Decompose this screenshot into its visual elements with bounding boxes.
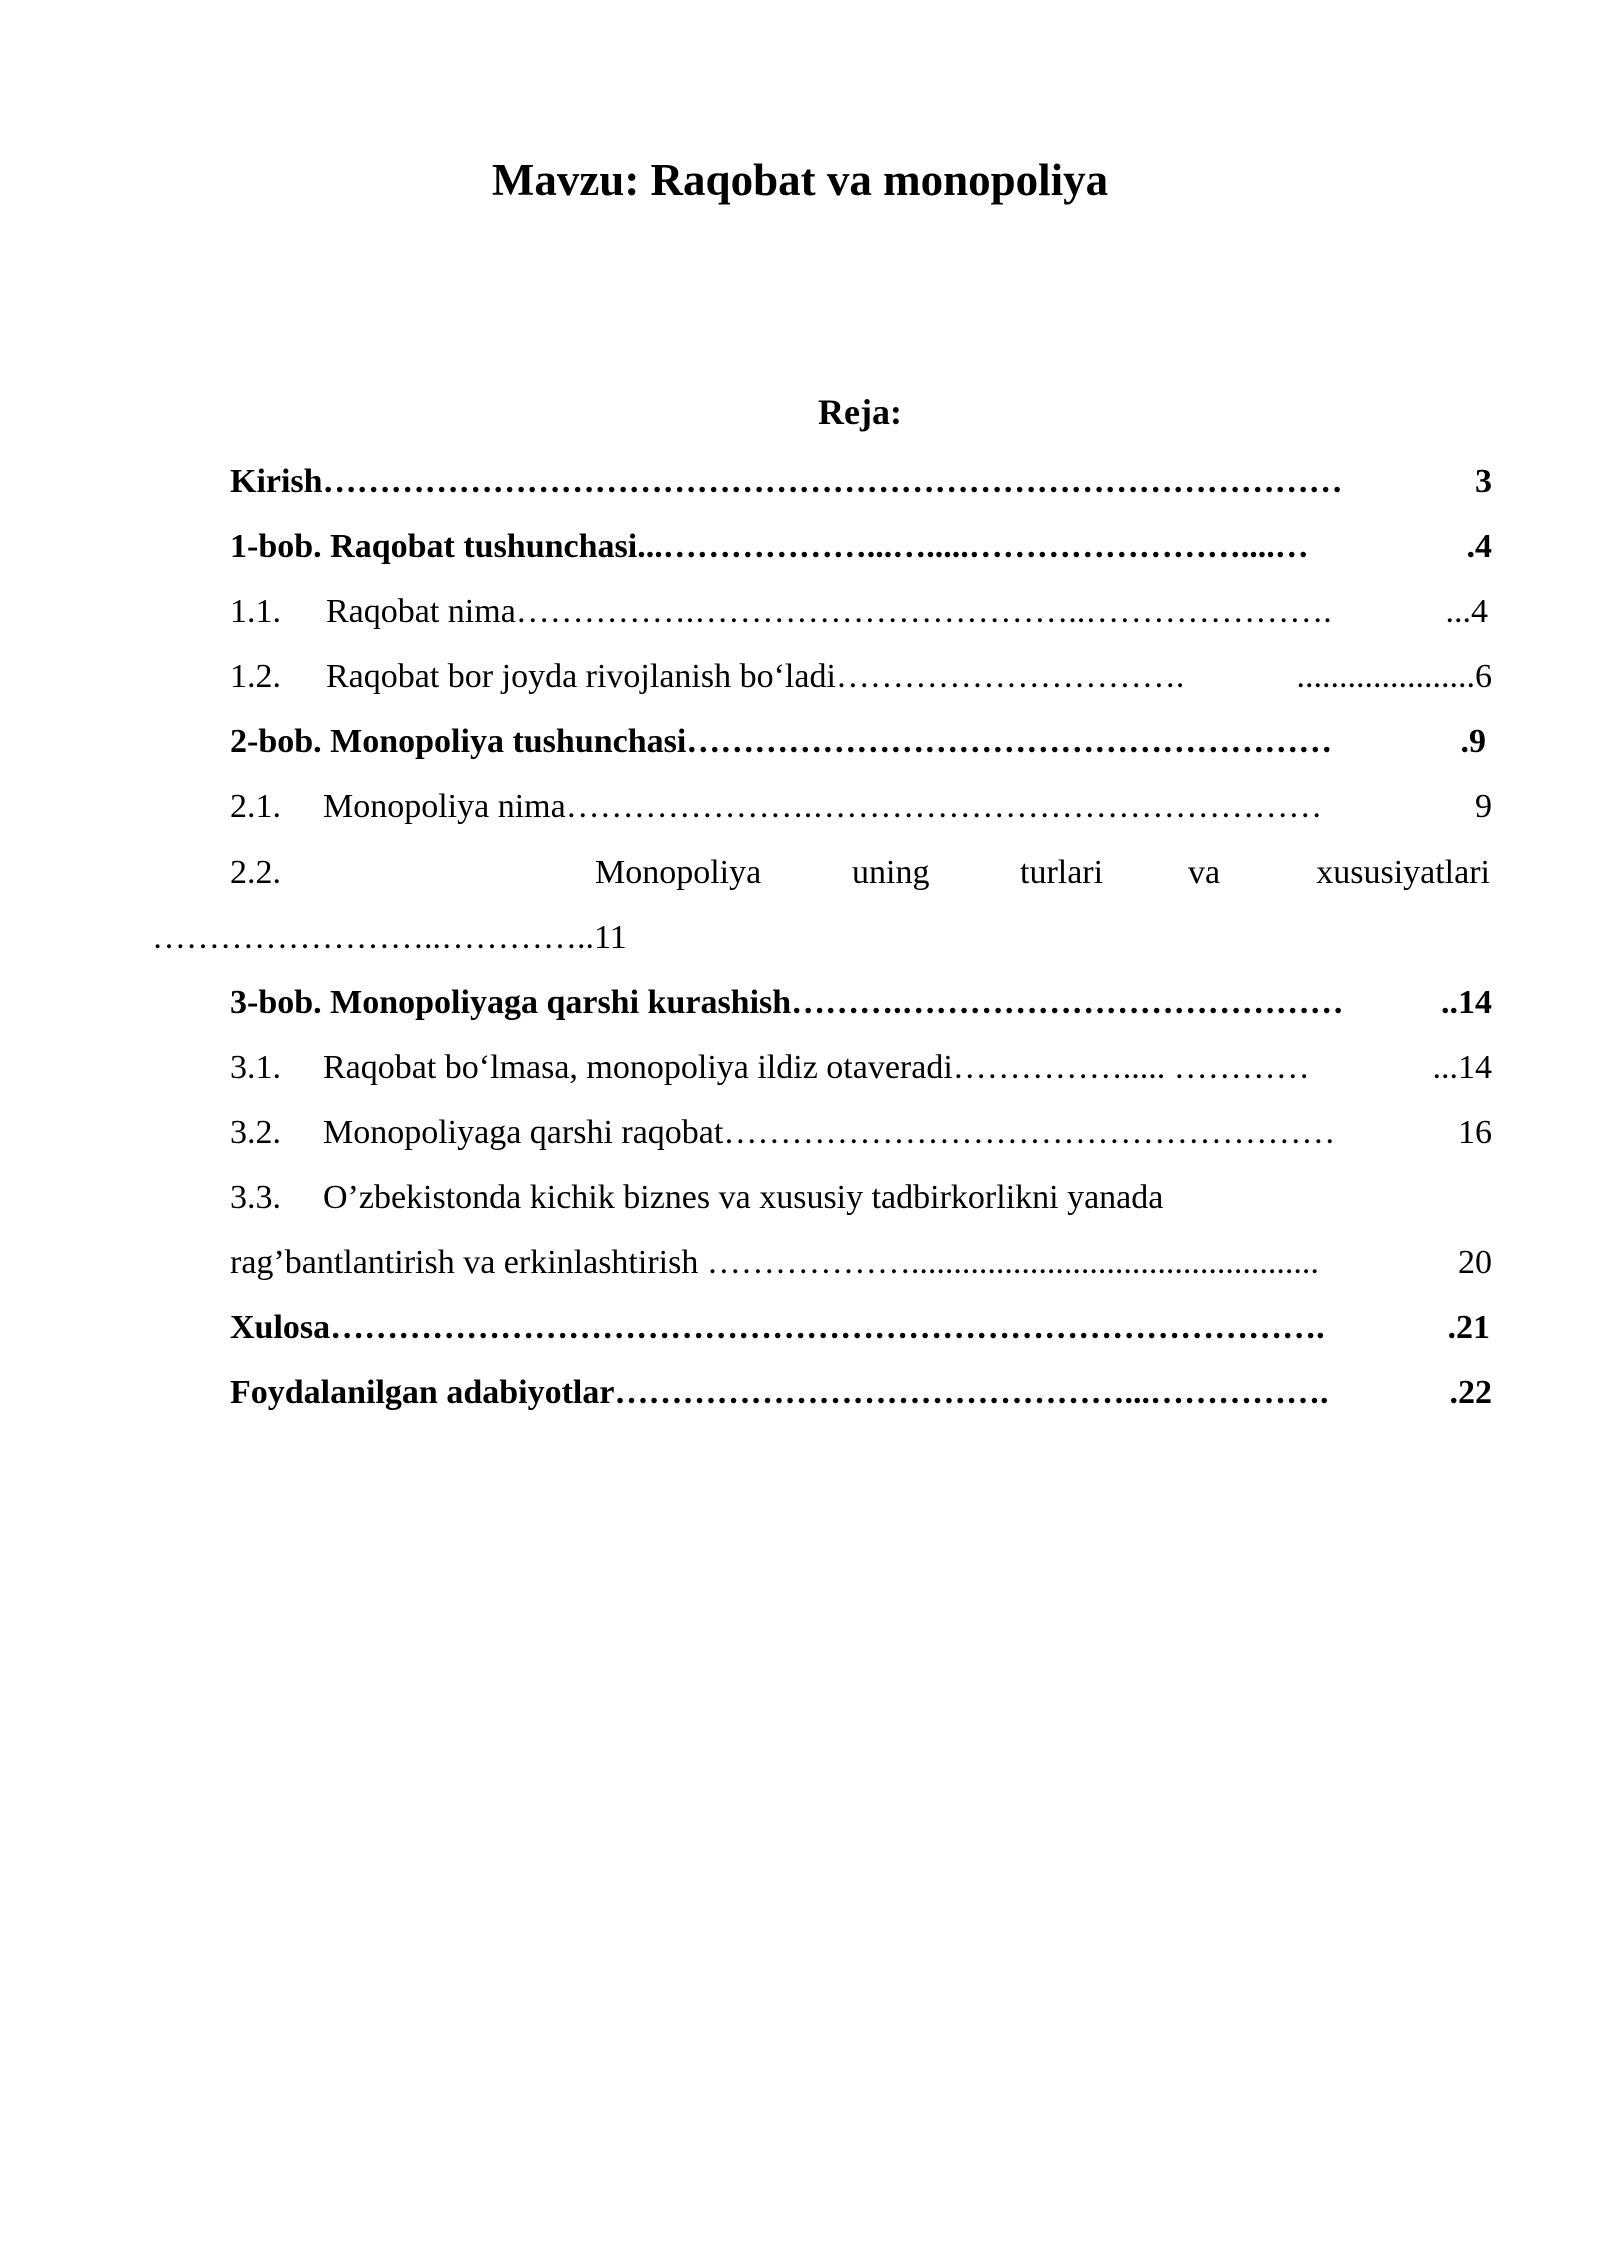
toc-entry-text: 1-bob. Raqobat tushunchasi...………………...….....……………………....… [230,528,1309,565]
toc-entry-word: turlari [1020,854,1104,891]
toc-entry-section-3-3[interactable] [230,1173,1163,1223]
toc-page-number: .9 [1459,717,1487,767]
toc-entry-section-1-1[interactable] [230,587,1488,637]
toc-entry-text: Monopoliyaga qarshi raqobat……………………………………………… [323,1114,1336,1151]
page-title: Mavzu: Raqobat va monopoliya [491,155,1109,205]
toc-page-number: .22 [1448,1368,1493,1418]
toc-page-number: ...14 [1431,1043,1493,1093]
toc-entry-chapter-1[interactable] [230,522,1492,572]
toc-section-number: 3.3. [230,1179,281,1216]
toc-leader-dots: ……………………..………….. [152,919,594,956]
toc-entry-word: Monopoliya [595,854,762,891]
toc-entry-text: Raqobat nima…………….……………………………..…………………. [326,593,1332,630]
toc-entry-text: Raqobat bo‘lmasa, monopoliya ildiz otaveradi……………..... ………… [323,1049,1310,1086]
toc-page-number: .4 [1465,522,1493,572]
toc-entry-text: rag’bantlantirish va erkinlashtirish ………………................................................ [230,1244,1319,1281]
toc-section-number: 3.1. [230,1049,281,1086]
plan-heading: Reja: [818,392,902,432]
toc-entry-word: xususiyatlari [1316,854,1490,891]
toc-page-number: 11 [594,919,627,956]
toc-entry-adabiyotlar[interactable] [230,1368,1492,1418]
toc-entry-section-2-2[interactable] [230,848,1490,898]
toc-entry-text: Raqobat bor joyda rivojlanish bo‘ladi…………………………. [326,658,1185,695]
toc-page-number: 9 [1473,782,1492,832]
toc-entry-text: 2-bob. Monopoliya tushunchasi………………………………………………… [230,723,1333,760]
toc-page-number: ...4 [1444,587,1489,637]
toc-entry-section-3-1[interactable] [230,1043,1492,1093]
toc-entry-chapter-2[interactable] [230,717,1486,767]
toc-entry-section-2-1[interactable] [230,782,1492,832]
toc-entry-text: Xulosa……………………………………………………………………………. [230,1309,1325,1346]
toc-page-number: .....................6 [1295,652,1493,702]
toc-section-number: 2.1. [230,788,281,825]
toc-entry-section-2-2-continuation[interactable] [152,913,627,963]
toc-entry-section-3-2[interactable] [230,1108,1492,1158]
toc-page-number: 20 [1456,1238,1492,1288]
toc-entry-chapter-3[interactable] [230,978,1492,1028]
toc-page-number: ..14 [1439,978,1492,1028]
toc-page-number: 3 [1473,457,1492,507]
toc-entry-section-1-2[interactable] [230,652,1492,702]
toc-page-number: .21 [1446,1303,1491,1353]
toc-section-number: 1.2. [230,658,281,695]
toc-entry-word: uning [852,854,930,891]
toc-entry-text: Monopoliya nima………………….……………………………………… [323,788,1323,825]
toc-section-number: 1.1. [230,593,281,630]
toc-entry-text: Foydalanilgan adabiyotlar………………………………………...……………. [230,1374,1329,1411]
toc-entry-kirish[interactable] [230,457,1492,507]
toc-entry-xulosa[interactable] [230,1303,1490,1353]
toc-entry-text: 3-bob. Monopoliyaga qarshi kurashish……….………………………………… [230,984,1344,1021]
toc-section-number: 3.2. [230,1114,281,1151]
toc-entry-word: va [1188,854,1221,891]
toc-entry-section-3-3-continuation[interactable] [230,1238,1492,1288]
toc-page-number: 16 [1456,1108,1492,1158]
toc-section-number: 2.2. [230,854,281,891]
toc-entry-text: Kirish……………………………………………………………………………… [230,463,1343,500]
toc-entry-text: O’zbekistonda kichik biznes va xususiy tadbirkorlikni yanada [323,1179,1164,1216]
